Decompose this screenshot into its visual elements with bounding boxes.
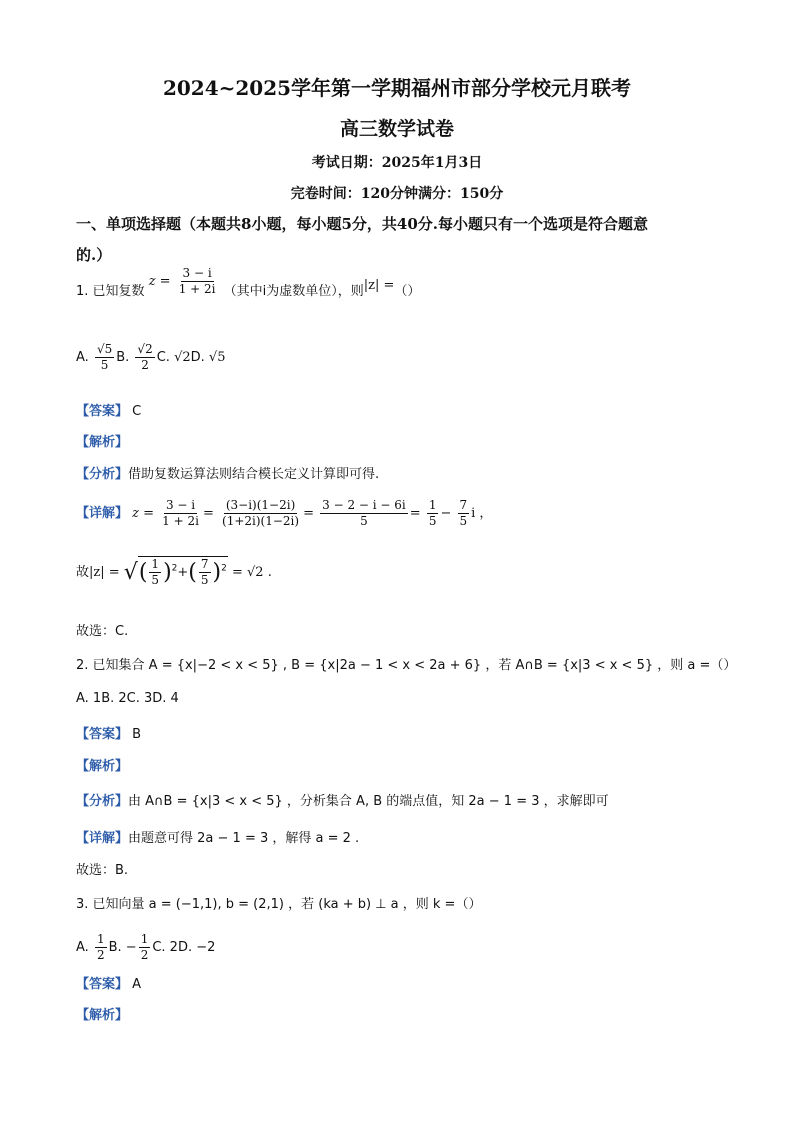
exam-title: 2024~2025学年第一学期福州市部分学校元月联考: [162, 76, 632, 100]
q1-choose: 故选：C.: [76, 624, 129, 639]
q2-answer: 【答案】 B: [76, 727, 142, 742]
paper-subtitle: 高三数学试卷: [339, 118, 454, 140]
q1-answer: 【答案】 C: [76, 404, 142, 419]
q1-analysis-tag: 【解析】: [76, 435, 129, 450]
q2-stem: 2. 已知集合 A = {x|−2 < x < 5} , B = {x|2a − 1 < x < 2a + 6} ，若 A∩B = {x|3 < x < 5} ，则 a =（）: [76, 658, 737, 673]
q3-answer: 【答案】 A: [76, 977, 142, 992]
section-heading: 一、单项选择题（本题共8小题，每小题5分，共40分.每小题只有一个选项是符合题意: [76, 215, 648, 233]
exam-date: 考试日期：2025年1月3日: [311, 155, 483, 171]
q1-fenxi: 【分析】借助复数运算法则结合模长定义计算即可得.: [76, 467, 380, 482]
q2-options: A. 1B. 2C. 3D. 4: [76, 691, 179, 706]
q1-modulus: 故|z| = √( $\frac{1}{5}$ )$^2$+( $\frac{7}{5}$ )$^2$ = √2 .: [76, 557, 272, 587]
section-heading-cont: 的.）: [76, 246, 112, 264]
q2-detail: 【详解】由题意可得 2a − 1 = 3 ，解得 a = 2 .: [76, 831, 360, 846]
q1-detail: 【详解】 z = $\frac{3 - i}{1 + 2i}$ = $\frac{(3-i)(1-2i)}{(1+2i)(1-2i)}$ = $\frac{3 - 2 - i - 6i}{5}$ = $\frac{1}{5}$ − $\frac{7}{5}$ i ，: [76, 498, 493, 528]
q1-options: A. $\frac{√5}{5}$ B. $\frac{√2}{2}$ C. √2D. √5: [76, 342, 226, 372]
q1-stem: 1. 已知复数 z = $\frac{3 - i}{1 + 2i}$ （其中i为虚数单位），则|z| =（）: [76, 266, 421, 299]
q2-fenxi: 【分析】由 A∩B = {x|3 < x < 5} ，分析集合 A, B 的端点值，知 2a − 1 = 3 ，求解即可: [76, 794, 609, 809]
q3-options: A. $\frac{1}{2}$ B. − $\frac{1}{2}$ C. 2D. −2: [76, 932, 216, 962]
q3-analysis-tag: 【解析】: [76, 1008, 129, 1023]
q2-analysis-tag: 【解析】: [76, 759, 129, 774]
q3-stem: 3. 已知向量 a = (−1,1), b = (2,1) ，若 (ka + b) ⊥ a ，则 k =（）: [76, 897, 482, 912]
exam-duration: 完卷时间：120分钟满分：150分: [290, 186, 504, 202]
q2-choose: 故选：B.: [76, 863, 129, 878]
